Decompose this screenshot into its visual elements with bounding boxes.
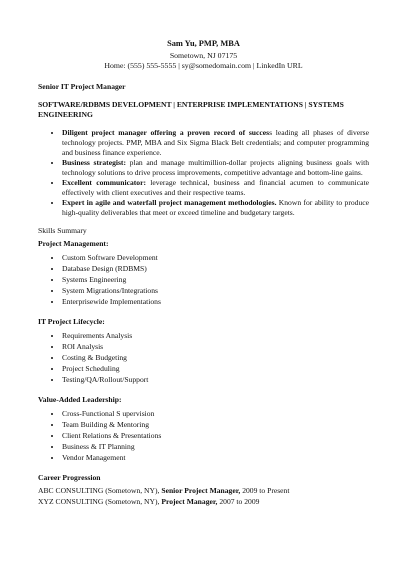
- summary-text: plan and manage multimillion-dollar projects aligning business goals with technology solutions to drive process improvements, competitive advantage and bottom-line gains.: [62, 157, 369, 177]
- job-dates: 2007 to 2009: [219, 497, 260, 507]
- candidate-contact: Home: (555) 555-5555 | sy@somedomain.com | LinkedIn URL: [104, 61, 303, 71]
- skill-item: • ROI Analysis: [62, 342, 369, 352]
- resume-header: [38, 38, 369, 72]
- job-title: Senior IT Project Manager: [38, 81, 126, 91]
- skill-item: • Team Building & Mentoring: [62, 420, 369, 430]
- summary-lead: Business strategist:: [62, 157, 126, 167]
- job-company: ABC CONSULTING (Sometown, NY),: [38, 486, 160, 496]
- job-role: Senior Project Manager,: [161, 486, 241, 496]
- skill-item: • Costing & Budgeting: [62, 353, 369, 363]
- skills-heading-project-management: Project Management:: [38, 238, 109, 248]
- career-progression-title: Career Progression: [38, 473, 101, 483]
- job-entry: [38, 486, 369, 496]
- job-role: Project Manager,: [161, 497, 218, 507]
- skill-item: • Database Design (RDBMS): [62, 264, 369, 274]
- candidate-name: Sam Yu, PMP, MBA: [167, 39, 240, 48]
- skill-item: • Enterprisewide Implementations: [62, 297, 369, 307]
- summary-item: [62, 158, 369, 178]
- skills-heading-it-lifecycle: IT Project Lifecycle:: [38, 316, 105, 326]
- job-dates: 2009 to Present: [242, 486, 290, 496]
- summary-lead: Excellent communicator:: [62, 177, 146, 187]
- skills-heading-leadership: Value-Added Leadership:: [38, 395, 122, 405]
- summary-text: s leading all phases of diverse technology projects. PMP, MBA and Six Sigma Black Belt credentials; and computer programming and business finance experience.: [62, 127, 369, 157]
- skill-item: • Custom Software Development: [62, 253, 369, 263]
- job-company: XYZ CONSULTING (Sometown, NY),: [38, 497, 160, 507]
- skill-item: • Business & IT Planning: [62, 442, 369, 452]
- skills-list-it-lifecycle: [38, 331, 369, 385]
- skills-list-leadership: [38, 409, 369, 463]
- skill-item: • Client Relations & Presentations: [62, 431, 369, 441]
- summary-text: leverage technical, business and financial acumen to communicate effectively with client executives and their respective teams.: [62, 177, 369, 197]
- job-entry: [38, 497, 369, 507]
- summary-item: [62, 178, 369, 198]
- summary-item: [62, 198, 369, 218]
- headline: SOFTWARE/RDBMS DEVELOPMENT | ENTERPRISE IMPLEMENTATIONS | SYSTEMS ENGINEERING: [38, 99, 344, 119]
- skills-list-project-management: [38, 253, 369, 307]
- skill-item: • Vendor Management: [62, 453, 369, 463]
- summary-list: [38, 128, 369, 218]
- skill-item: • Project Scheduling: [62, 364, 369, 374]
- summary-lead: Expert in agile and waterfall project management methodologies.: [62, 197, 277, 207]
- summary-lead: Diligent project manager offering a proven record of succes: [62, 127, 270, 137]
- candidate-address: Sometown, NJ 07175: [169, 51, 238, 61]
- skill-item: • Requirements Analysis: [62, 331, 369, 341]
- skill-item: • Testing/QA/Rollout/Support: [62, 375, 369, 385]
- summary-text: Known for ability to produce high-quality deliverables that meet or exceed timeline and budgetary targets.: [62, 197, 369, 217]
- skill-item: • Cross-Functional S upervision: [62, 409, 369, 419]
- skills-summary-label: Skills Summary: [38, 225, 87, 235]
- skill-item: • Systems Engineering: [62, 275, 369, 285]
- summary-item: [62, 128, 369, 158]
- skill-item: • System Migrations/Integrations: [62, 286, 369, 296]
